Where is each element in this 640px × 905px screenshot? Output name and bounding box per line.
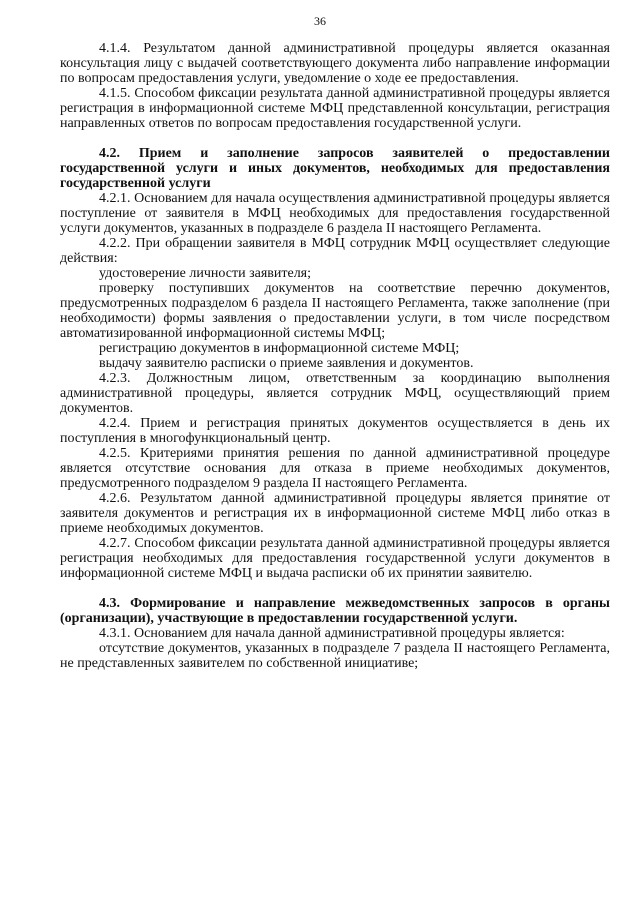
list-item: отсутствие документов, указанных в подразделе 7 раздела II настоящего Регламента, не представленных заявителем по собственной инициативе; bbox=[60, 641, 610, 671]
spacer bbox=[60, 581, 610, 596]
paragraph-4-1-4: 4.1.4. Результатом данной административной процедуры является оказанная консультация лицу с выдачей соответствующего документа либо направление информации по вопросам предоставления услуги, уведомление о ходе ее предоставления. bbox=[60, 41, 610, 86]
paragraph-4-2-1: 4.2.1. Основанием для начала осуществления административной процедуры является поступление от заявителя в МФЦ необходимых для предоставления государственной услуги документов, указанных в подразделе 6 раздела II настоящего Регламента. bbox=[60, 191, 610, 236]
list-item: удостоверение личности заявителя; bbox=[99, 266, 312, 281]
paragraph-4-2-6: 4.2.6. Результатом данной административной процедуры является принятие от заявителя документов и регистрация их в информационной системе МФЦ либо отказ в приеме необходимых документов. bbox=[60, 491, 610, 536]
document-body bbox=[60, 41, 610, 671]
paragraph-4-2-2: 4.2.2. При обращении заявителя в МФЦ сотрудник МФЦ осуществляет следующие действия: bbox=[60, 236, 610, 266]
paragraph-4-2-7: 4.2.7. Способом фиксации результата данной административной процедуры является регистрация необходимых для предоставления государственной услуги документов в информационной системе МФЦ и выдача расписки об их принятии заявителю. bbox=[60, 536, 610, 581]
paragraph-4-1-5: 4.1.5. Способом фиксации результата данной административной процедуры является регистрация в информационной системе МФЦ представленной консультации, регистрация направленных ответов по вопросам предоставления государственной услуги. bbox=[60, 86, 610, 131]
section-heading-4-2: 4.2. Прием и заполнение запросов заявителей о предоставлении государственной услуги и иных документов, необходимых для предоставления государственной услуги bbox=[60, 146, 610, 191]
paragraph-4-3-1: 4.3.1. Основанием для начала данной административной процедуры является: bbox=[99, 626, 565, 641]
section-heading-4-3: 4.3. Формирование и направление межведомственных запросов в органы (организации), участвующие в предоставлении государственной услуги. bbox=[60, 596, 610, 626]
list-item: проверку поступивших документов на соответствие перечню документов, предусмотренных подразделом 6 раздела II настоящего Регламента, также заполнение (при необходимости) формы заявления о предоставлении услуги, в том числе посредством автоматизированной информационной системы МФЦ; bbox=[60, 281, 610, 341]
paragraph-4-2-5: 4.2.5. Критериями принятия решения по данной административной процедуре является отсутствие основания для отказа в приеме необходимых документов, предусмотренного подразделом 9 раздела II настоящего Регламента. bbox=[60, 446, 610, 491]
list-item: выдачу заявителю расписки о приеме заявления и документов. bbox=[99, 356, 474, 371]
list-item: регистрацию документов в информационной системе МФЦ; bbox=[99, 341, 460, 356]
paragraph-4-2-3: 4.2.3. Должностным лицом, ответственным за координацию выполнения административной процедуры, является сотрудник МФЦ, осуществляющий прием документов. bbox=[60, 371, 610, 416]
spacer bbox=[60, 131, 610, 146]
page-number: 36 bbox=[314, 14, 326, 28]
paragraph-4-2-4: 4.2.4. Прием и регистрация принятых документов осуществляется в день их поступления в многофункциональный центр. bbox=[60, 416, 610, 446]
